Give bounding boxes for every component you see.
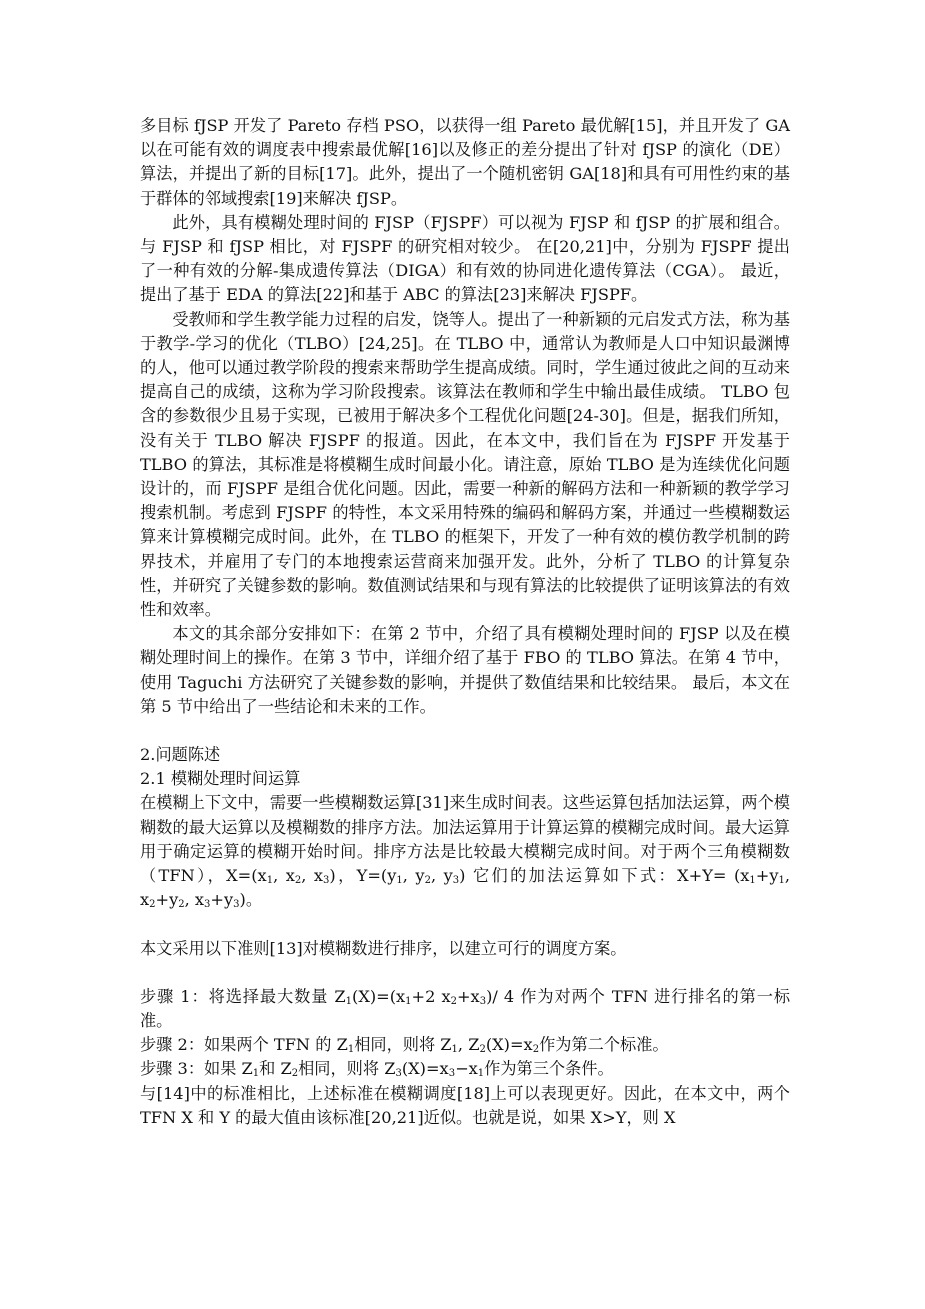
- spacer: [140, 913, 790, 937]
- paragraph-7: 与[14]中的标准相比，上述标准在模糊调度[18]上可以表现更好。因此，在本文中，两个 TFN X 和 Y 的最大值由该标准[20,21]近似。也就是说，如果 X>Y，则 X: [140, 1083, 790, 1127]
- paragraph-6: 本文采用以下准则[13]对模糊数进行排序，以建立可行的调度方案。: [140, 938, 627, 958]
- spacer: [140, 961, 790, 985]
- paragraph-1: 多目标 fJSP 开发了 Pareto 存档 PSO，以获得一组 Pareto 最优解[15]，并且开发了 GA 以在可能有效的调度表中搜索最优解[16]以及修正的差分提出了针对 fJSP 的演化（DE）算法，并提出了新的目标[17]。此外，提出了一个随机密钥 GA[18]和具有可用性约束的基于群体的邻域搜索[19]来解决 fJSP。: [140, 116, 790, 208]
- step-2: 步骤 2：如果两个 TFN 的 $Z_1$相同，则将 $Z_1$, $Z_2(X)=x_2$作为第二个标准。: [140, 1035, 669, 1056]
- step-3: 步骤 3：如果 $Z_1$和 $Z_2$相同，则将 $Z_3(X)=x_3-x_1$作为第三个条件。: [140, 1059, 614, 1080]
- paragraph-4: 本文的其余部分安排如下：在第 2 节中，介绍了具有模糊处理时间的 FJSP 以及在模糊处理时间上的操作。在第 3 节中，详细介绍了基于 FBO 的 TLBO 算法。在第 4 节中，使用 Taguchi 方法研究了关键参数的影响，并提供了数值结果和比较结果。 最后，本文在第 5 节中给出了一些结论和未来的工作。: [140, 624, 790, 716]
- paragraph-2: 此外，具有模糊处理时间的 FJSP（FJSPF）可以视为 FJSP 和 fJSP 的扩展和组合。 与 FJSP 和 fJSP 相比，对 FJSPF 的研究相对较少。 在[20,21]中，分别为 FJSPF 提出了一种有效的分解-集成遗传算法（DIGA）和有效的协同进化遗传算法（CGA）。 最近，提出了基于 EDA 的算法[22]和基于 ABC 的算法[23]来解决 FJSPF。: [140, 212, 790, 305]
- paragraph-5: 在模糊上下文中，需要一些模糊数运算[31]来生成时间表。这些运算包括加法运算，两个模糊数的最大运算以及模糊数的排序方法。加法运算用于计算运算的模糊完成时间。最大运算用于确定运算的模糊开始时间。排序方法是比较最大模糊完成时间。对于两个三角模糊数（TFN），$X=(x_1$, $x_2$, $x_3$)，$Y=(y_1$, $y_2$, $y_3$) 它们的加法运算如下式：$X+Y= (x_1+y_1$, $x_2+y_2$, $x_3+y_3$)。: [140, 793, 791, 911]
- subsection-heading: 2.1 模糊处理时间运算: [140, 769, 301, 789]
- document-page: [140, 114, 790, 1130]
- paragraph-3: 受教师和学生教学能力过程的启发，饶等人。提出了一种新颖的元启发式方法，称为基于教学-学习的优化（TLBO）[24,25]。在 TLBO 中，通常认为教师是人口中知识最渊博的人，他可以通过教学阶段的搜索来帮助学生提高成绩。同时，学生通过彼此之间的互动来提高自己的成绩，这称为学习阶段搜索。该算法在教师和学生中输出最佳成绩。 TLBO 包含的参数很少且易于实现，已被用于解决多个工程优化问题[24-30]。但是，据我们所知，没有关于 TLBO 解决 FJSPF 的报道。因此，在本文中，我们旨在为 FJSPF 开发基于 TLBO 的算法，其标准是将模糊生成时间最小化。请注意，原始 TLBO 是为连续优化问题设计的，而 FJSPF 是组合优化问题。因此，需要一种新的解码方法和一种新颖的教学学习搜索机制。考虑到 FJSPF 的特性，本文采用特殊的编码和解码方案，并通过一些模糊数运算来计算模糊完成时间。此外，在 TLBO 的框架下，开发了一种有效的模仿教学机制的跨界技术，并雇用了专门的本地搜索运营商来加强开发。此外，分析了 TLBO 的计算复杂性，并研究了关键参数的影响。数值测试结果和与现有算法的比较提供了证明该算法的有效性和效率。: [140, 309, 790, 620]
- section-heading: 2.问题陈述: [140, 745, 221, 765]
- spacer: [140, 719, 790, 743]
- step-1: 步骤 1：将选择最大数量 $Z_1(X)=(x_1+2$ $x_2+x_3)/$ 4 作为对两个 TFN 进行排名的第一标准。: [140, 986, 791, 1030]
